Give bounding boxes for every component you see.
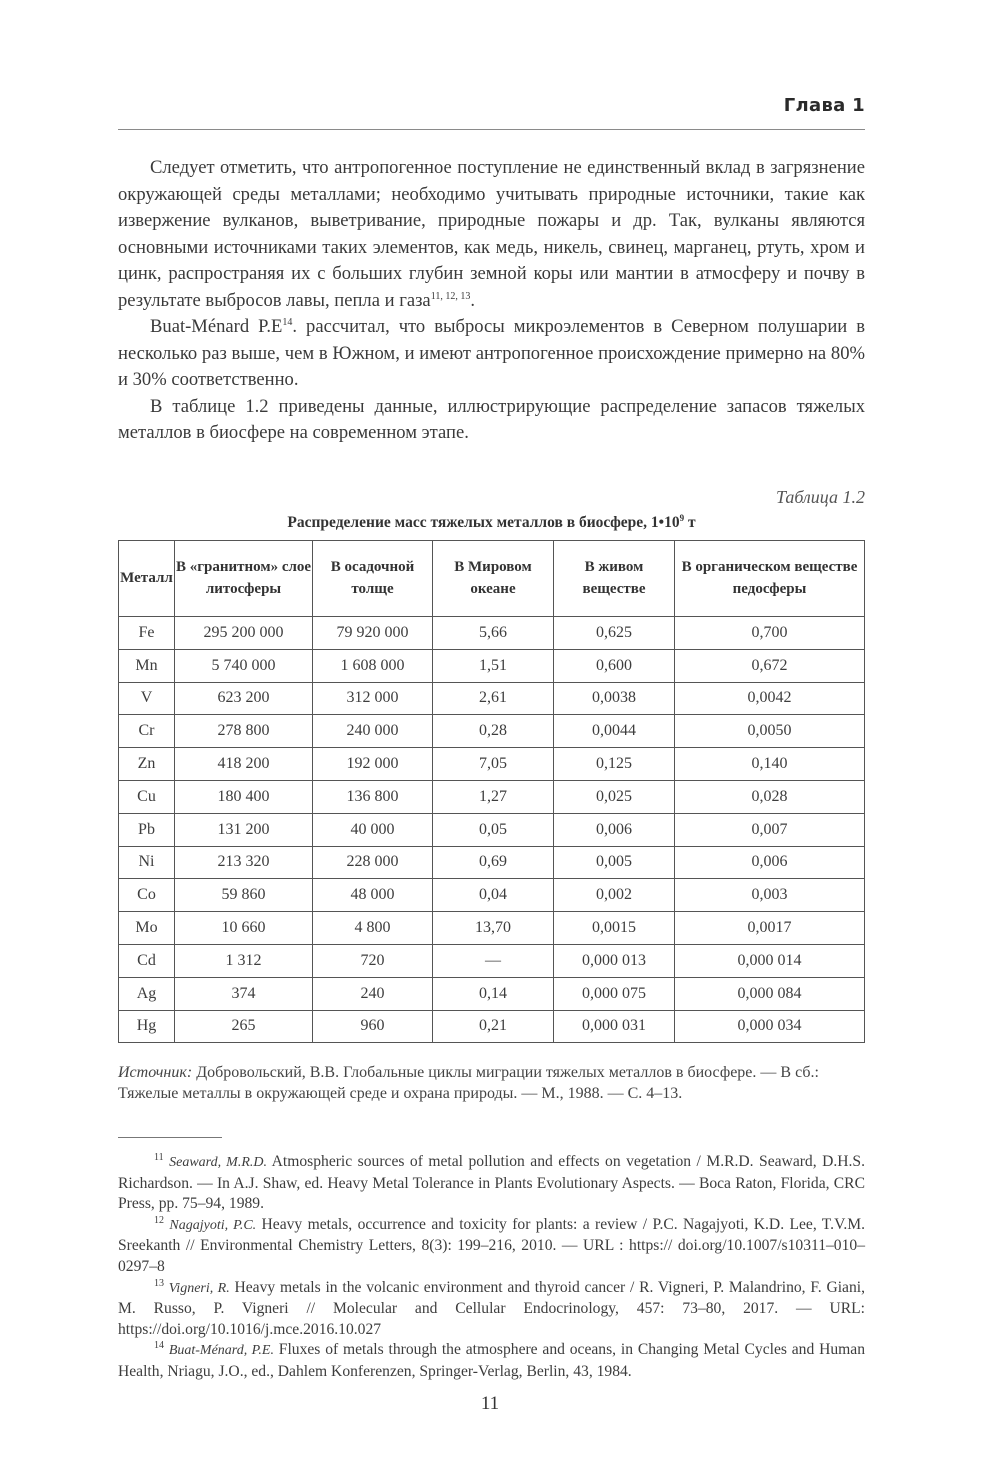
value-cell: 0,05 [433,813,554,846]
value-cell: 7,05 [433,748,554,781]
value-cell: 4 800 [313,912,433,945]
value-cell: 0,0042 [675,682,865,715]
footnote-number: 13 [154,1277,164,1289]
value-cell: 0,000 031 [554,1010,675,1043]
value-cell: 1 608 000 [313,649,433,682]
value-cell: 59 860 [175,879,313,912]
footnote-text: Heavy metals, occurrence and toxicity for plants: a review / P.C. Nagajyoti, K.D. Lee, T.V.M. Sreekanth // Environmental Chemistry Letters, 8(3): 199–216, 2010. — URL : https:// doi.org/10.1007/s10311–010–0297–8 [118,1215,865,1275]
value-cell: 0,000 034 [675,1010,865,1043]
metal-cell: V [119,682,175,715]
table-row [119,912,865,945]
value-cell: — [433,944,554,977]
table-body [119,617,865,1043]
metal-cell: Fe [119,617,175,650]
value-cell: 960 [313,1010,433,1043]
value-cell: 5 740 000 [175,649,313,682]
value-cell: 0,028 [675,780,865,813]
table-row [119,944,865,977]
paragraph-3: В таблице 1.2 приведены данные, иллюстрирующие распределение запасов тяжелых металлов в биосфере на современном этапе. [118,395,865,443]
metal-cell: Zn [119,748,175,781]
metal-cell: Mn [119,649,175,682]
value-cell: 623 200 [175,682,313,715]
value-cell: 0,005 [554,846,675,879]
column-header: В Мировом океане [433,541,554,617]
value-cell: 0,0015 [554,912,675,945]
table-row [119,682,865,715]
footnote-number: 11 [154,1152,164,1163]
metal-cell: Cr [119,715,175,748]
value-cell: 180 400 [175,780,313,813]
value-cell: 374 [175,977,313,1010]
footnote-text: Fluxes of metals through the atmosphere and oceans, in Changing Metal Cycles and Human Health, Nriagu, J.O., ed., Dahlem Konferenzen, Springer-Verlag, Berlin, 43, 1984. [118,1341,865,1380]
table-row [119,748,865,781]
value-cell: 0,0044 [554,715,675,748]
metal-cell: Hg [119,1010,175,1043]
metal-cell: Cd [119,944,175,977]
value-cell: 0,600 [554,649,675,682]
footnote-ref[interactable]: 14 [282,317,293,328]
value-cell: 13,70 [433,912,554,945]
metal-cell: Ni [119,846,175,879]
table-row [119,1010,865,1043]
value-cell: 79 920 000 [313,617,433,650]
value-cell: 213 320 [175,846,313,879]
table-header-row [119,541,865,617]
footnote-number: 12 [154,1214,164,1226]
main-text [118,155,865,447]
value-cell: 1 312 [175,944,313,977]
metals-table [118,540,865,1043]
chapter-title: Глава 1 [783,95,865,116]
column-header: В живом веществе [554,541,675,617]
value-cell: 295 200 000 [175,617,313,650]
footnotes [118,1152,865,1383]
footnote-11 [118,1152,865,1215]
footnote-13 [118,1278,865,1341]
value-cell: 0,0050 [675,715,865,748]
value-cell: 0,000 013 [554,944,675,977]
value-cell: 0,007 [675,813,865,846]
value-cell: 192 000 [313,748,433,781]
table-row [119,649,865,682]
footnote-author: Buat-Ménard, P.E. [168,1343,274,1359]
value-cell: 0,21 [433,1010,554,1043]
metal-cell: Mo [119,912,175,945]
value-cell: 0,625 [554,617,675,650]
value-cell: 0,28 [433,715,554,748]
metal-cell: Pb [119,813,175,846]
footnote-divider [118,1137,222,1138]
footnote-14 [118,1340,865,1382]
value-cell: 240 [313,977,433,1010]
column-header: В органическом веществе педосферы [675,541,865,617]
value-cell: 278 800 [175,715,313,748]
value-cell: 0,025 [554,780,675,813]
value-cell: 0,14 [433,977,554,1010]
value-cell: 312 000 [313,682,433,715]
footnote-author: Seaward, M.R.D. [169,1155,268,1170]
paragraph-2: Buat-Ménard $P.E^{14}$. рассчитал, что выбросы микроэлементов в Северном полушарии в несколько раз выше, чем в Южном, и имеют антропогенное происхождение примерно на 80% и 30% соответственно. [118,316,865,390]
column-header: В «гранитном» слое литосферы [175,541,313,617]
footnote-text: Heavy metals in the volcanic environment and thyroid cancer / R. Vigneri, P. Malandrino, F. Giani, M. Russo, P. Vigneri // Molecular and Cellular Endocrinology, 457: 73–80, 2017. — URL: https://doi.org/10.1016/j.mce.2016.10.027 [118,1278,865,1338]
value-cell: 265 [175,1010,313,1043]
table-title: Распределение масс тяжелых металлов в биосфере, $1•10^9$ т [287,513,696,531]
value-cell: 131 200 [175,813,313,846]
value-cell: 48 000 [313,879,433,912]
table-row [119,879,865,912]
footnote-author: Nagajyoti, P.C. [169,1217,257,1233]
column-header: Металл [119,541,175,617]
value-cell: 0,000 014 [675,944,865,977]
table-row [119,977,865,1010]
value-cell: 0,000 075 [554,977,675,1010]
metal-cell: Cu [119,780,175,813]
value-cell: 0,125 [554,748,675,781]
table-row [119,780,865,813]
value-cell: 2,61 [433,682,554,715]
value-cell: 5,66 [433,617,554,650]
table-row [119,813,865,846]
table-row [119,617,865,650]
running-header [118,95,865,130]
table-source: Источник: Добровольский, В.В. Глобальные циклы миграции тяжелых металлов в биосфере. — В сб.: Тяжелые металлы в окружающей среде и охрана природы. — М., 1988. — С. 4–13. [118,1064,819,1102]
metal-cell: Ag [119,977,175,1010]
footnote-12 [118,1215,865,1278]
table-row [119,715,865,748]
footnote-author: Vigneri, R. [168,1280,230,1296]
value-cell: 1,51 [433,649,554,682]
value-cell: 0,006 [675,846,865,879]
value-cell: 0,672 [675,649,865,682]
paragraph-1: Следует отметить, что антропогенное поступление не единственный вклад в загрязнение окружающей среды металлами; необходимо учитывать природные источники, такие как извержение вулканов, выветривание, природные пожары и др. Так, вулканы являются основными источниками таких элементов, как медь, никель, свинец, марганец, ртуть, хром и цинк, распространяя их с больших глубин земной коры или мантии в атмосферу и почву в результате выбросов лавы, пепла и газа$^{11, 12, 13}$. [118,157,865,311]
value-cell: 1,27 [433,780,554,813]
footnote-number: 14 [154,1340,164,1352]
column-header: В осадочной толще [313,541,433,617]
table-row [119,846,865,879]
value-cell: 40 000 [313,813,433,846]
value-cell: 10 660 [175,912,313,945]
value-cell: 136 800 [313,780,433,813]
value-cell: 0,006 [554,813,675,846]
table-label: Таблица 1.2 [775,487,865,507]
value-cell: 0,002 [554,879,675,912]
value-cell: 0,700 [675,617,865,650]
value-cell: 228 000 [313,846,433,879]
value-cell: 720 [313,944,433,977]
value-cell: 0,04 [433,879,554,912]
page-number: 11 [480,1393,500,1414]
metal-cell: Co [119,879,175,912]
footnote-refs[interactable]: 11, 12, 13 [430,290,471,302]
value-cell: 0,0017 [675,912,865,945]
value-cell: 0,140 [675,748,865,781]
value-cell: 418 200 [175,748,313,781]
value-cell: 0,000 084 [675,977,865,1010]
value-cell: 0,003 [675,879,865,912]
value-cell: 0,0038 [554,682,675,715]
value-cell: 240 000 [313,715,433,748]
footnote-text: Atmospheric sources of metal pollution and effects on vegetation / M.R.D. Seaward, D.H.S. Richardson. — In A.J. Shaw, ed. Heavy Metal Tolerance in Plants Evolutionary Aspects. — Boca Raton, Florida, CRC Press, pp. 75–94, 1989. [118,1153,865,1213]
value-cell: 0,69 [433,846,554,879]
